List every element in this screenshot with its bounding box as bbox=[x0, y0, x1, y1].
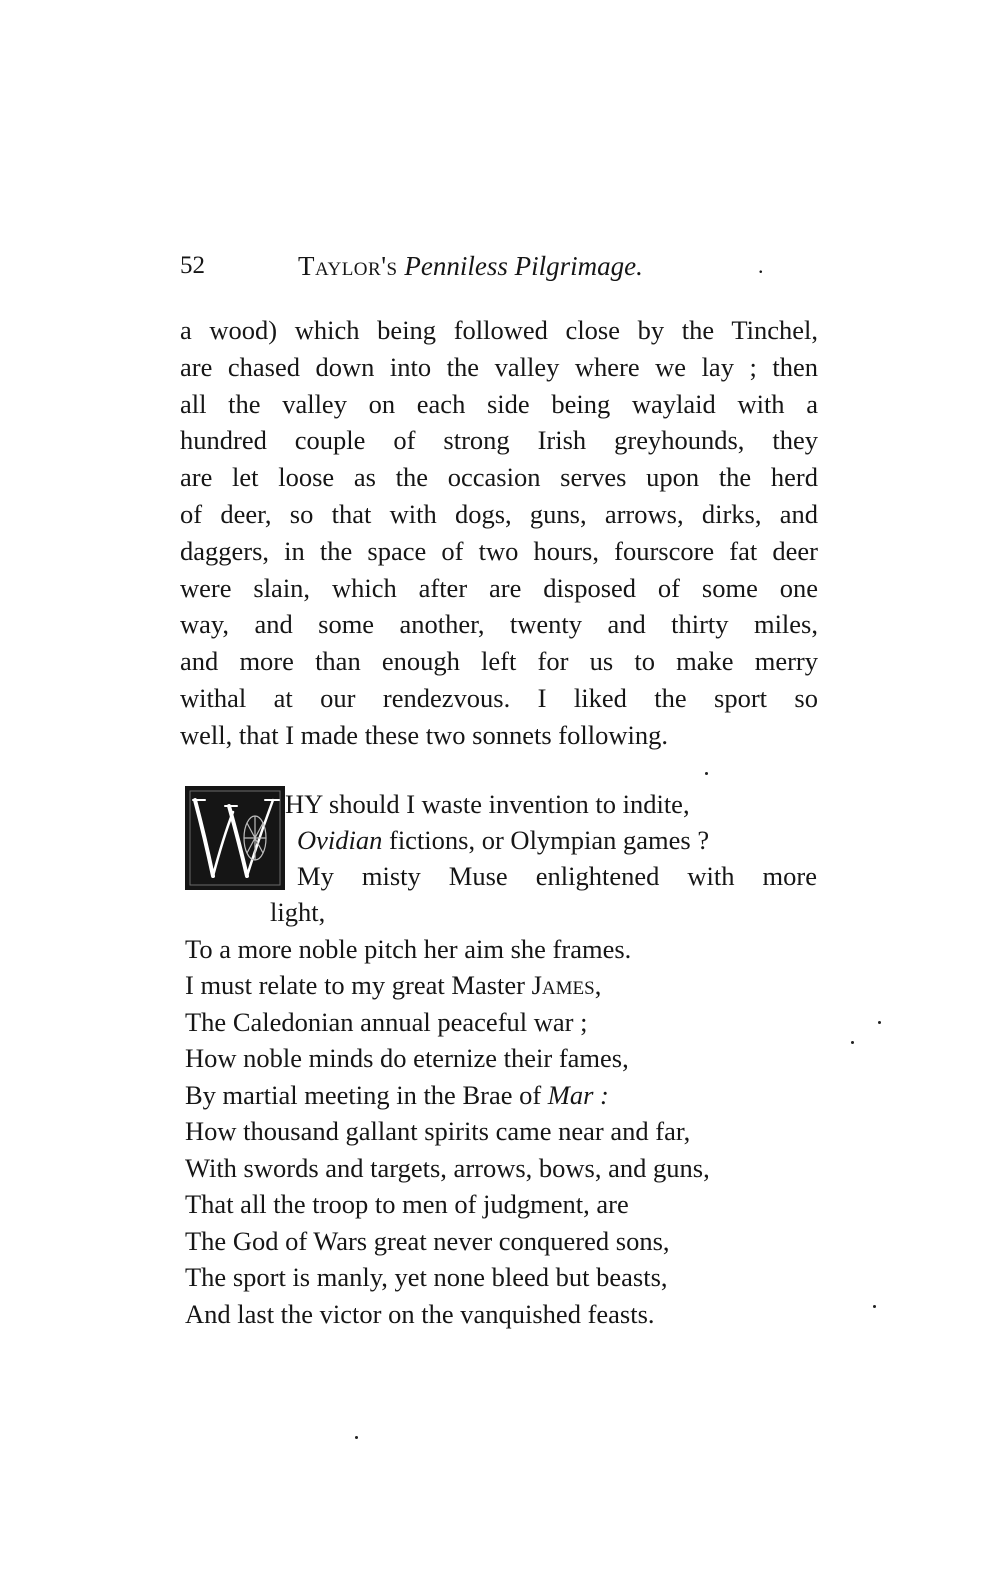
running-head bbox=[180, 248, 820, 284]
sonnet-line-10: With swords and targets, arrows, bows, and guns, bbox=[185, 1153, 710, 1183]
sonnet-line-3-continued: light, bbox=[270, 897, 326, 927]
sonnet-line-6: The Caledonian annual peaceful war ; bbox=[185, 1007, 588, 1037]
sonnet-line-5-text: I must relate to my great Master bbox=[185, 970, 532, 1000]
prose-line: a wood) which being followed close by the Tinchel, bbox=[180, 315, 818, 345]
sonnet-line-7: How noble minds do eternize their fames, bbox=[185, 1043, 629, 1073]
prose-line: were slain, which after are disposed of some one bbox=[180, 572, 818, 603]
sonnet-line-4: To a more noble pitch her aim she frames. bbox=[185, 934, 632, 964]
running-title-work: Penniless Pilgrimage. bbox=[404, 251, 643, 281]
scan-speck bbox=[873, 1305, 876, 1308]
scan-speck bbox=[878, 1021, 881, 1024]
sonnet-line-14: And last the victor on the vanquished feasts. bbox=[185, 1299, 655, 1329]
sonnet-line-3: My misty Muse enlightened with more bbox=[297, 861, 817, 891]
scan-speck bbox=[355, 1436, 358, 1439]
prose-line: are chased down into the valley where we lay ; then bbox=[180, 351, 818, 382]
sonnet-line-9: How thousand gallant spirits came near and far, bbox=[185, 1116, 691, 1146]
sonnet-line-13: The sport is manly, yet none bleed but beasts, bbox=[185, 1262, 668, 1292]
prose-line: withal at our rendezvous. I liked the sport so bbox=[180, 682, 818, 713]
sonnet-line-1: HY should I waste invention to indite, bbox=[285, 789, 690, 819]
prose-line: well, that I made these two sonnets following. bbox=[180, 719, 668, 750]
sonnet-line-2 bbox=[297, 822, 709, 859]
prose-line: all the valley on each side being waylaid with a bbox=[180, 388, 818, 419]
running-title-author: Taylor's bbox=[298, 251, 398, 281]
prose-paragraph bbox=[180, 312, 818, 754]
drop-cap-w-ornament bbox=[185, 786, 285, 890]
sonnet-line-2-rest: fictions, or Olympian games ? bbox=[382, 825, 710, 855]
sonnet-line-12: The God of Wars great never conquered sons, bbox=[185, 1226, 670, 1256]
sonnet-line-8 bbox=[185, 1077, 609, 1114]
master-james: James, bbox=[531, 970, 602, 1000]
running-title bbox=[298, 248, 643, 284]
scan-speck bbox=[705, 772, 708, 775]
sonnet-line-5 bbox=[185, 967, 601, 1004]
prose-line: of deer, so that with dogs, guns, arrows, dirks, and bbox=[180, 498, 818, 529]
running-head-mark: . bbox=[758, 253, 764, 278]
mar-italic: Mar : bbox=[547, 1080, 609, 1110]
prose-line: way, and some another, twenty and thirty miles, bbox=[180, 609, 818, 640]
prose-line: daggers, in the space of two hours, fourscore fat deer bbox=[180, 535, 818, 566]
scan-speck bbox=[851, 1041, 854, 1044]
sonnet-line-8-text: By martial meeting in the Brae of bbox=[185, 1080, 548, 1110]
ovidian-italic: Ovidian bbox=[297, 825, 383, 855]
sonnet-line-11: That all the troop to men of judgment, are bbox=[185, 1189, 629, 1219]
prose-line: hundred couple of strong Irish greyhounds, they bbox=[180, 425, 818, 456]
prose-line: and more than enough left for us to make merry bbox=[180, 646, 818, 677]
prose-line: are let loose as the occasion serves upon the herd bbox=[180, 462, 818, 493]
page-number: 52 bbox=[180, 252, 205, 279]
